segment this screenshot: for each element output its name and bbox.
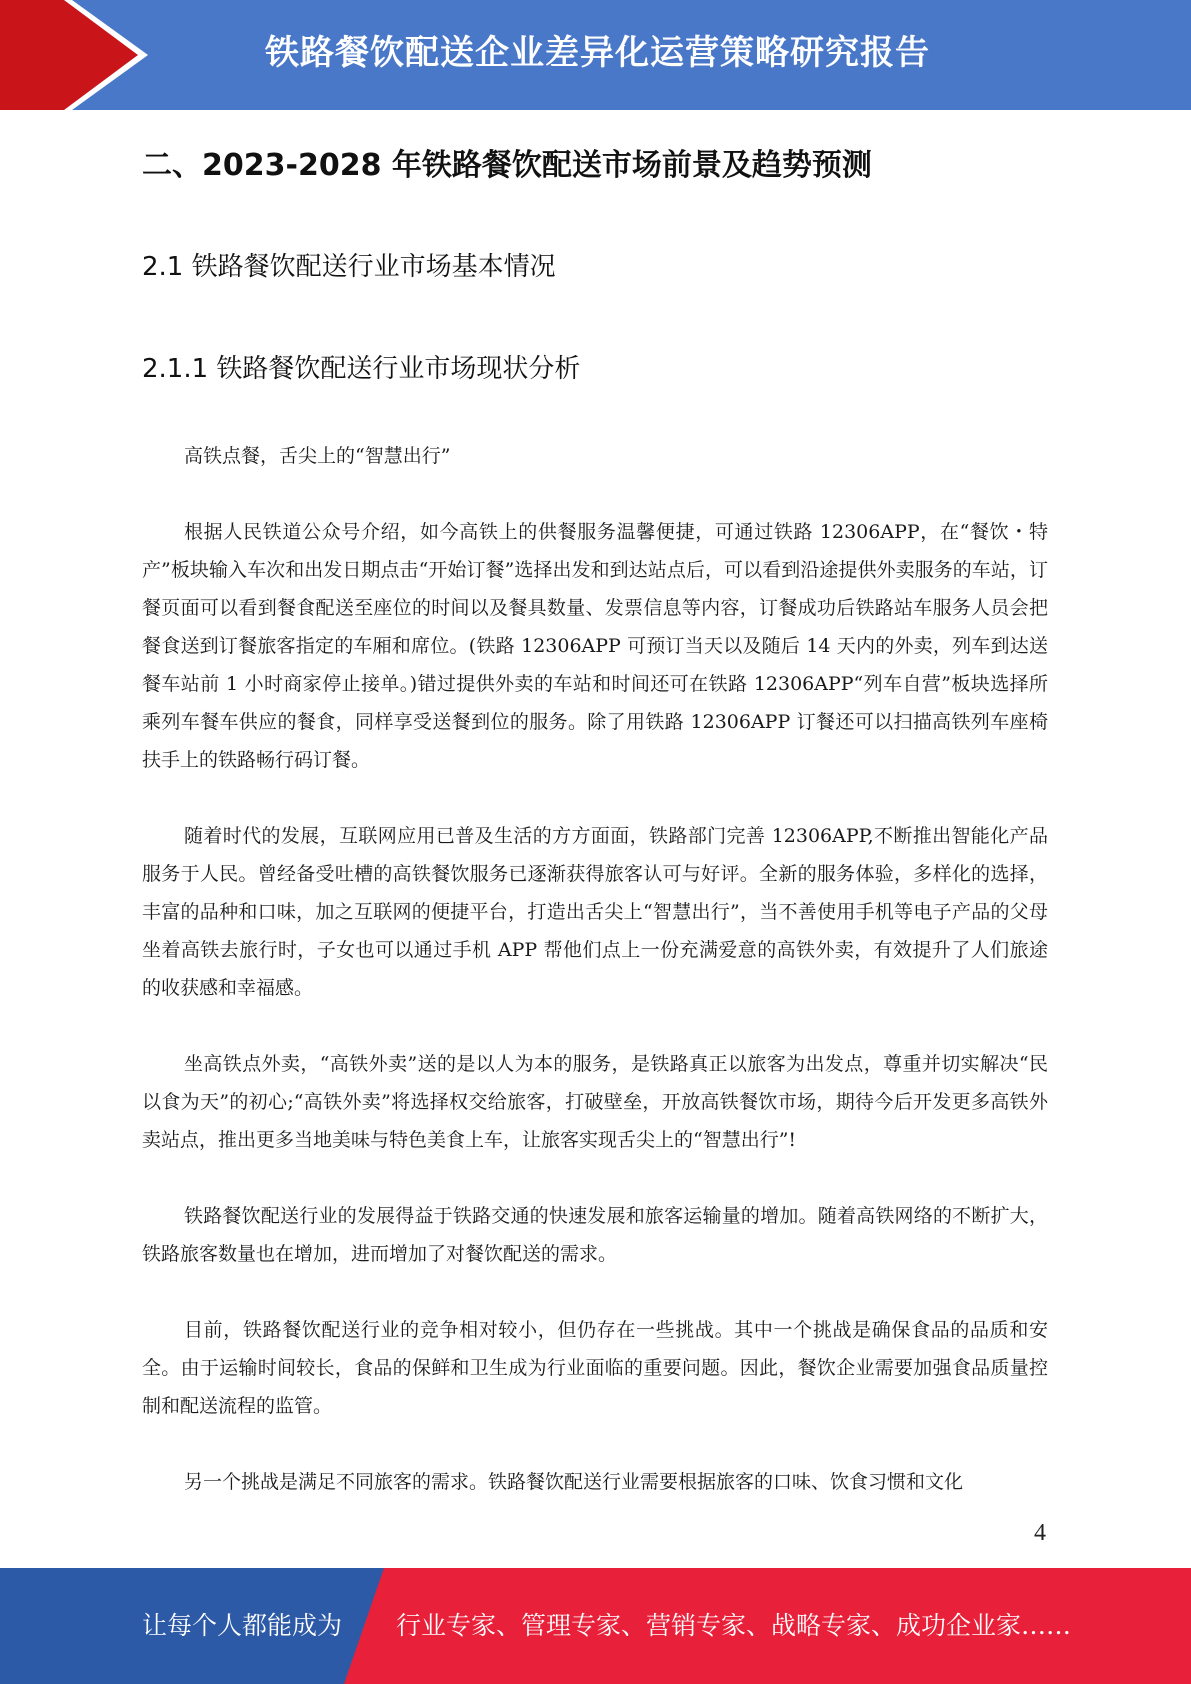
sub-subsection-heading: 2.1.1 铁路餐饮配送行业市场现状分析 <box>142 354 581 384</box>
report-title: 铁路餐饮配送企业差异化运营策略研究报告 <box>265 33 930 73</box>
subsection-heading: 2.1 铁路餐饮配送行业市场基本情况 <box>142 252 556 282</box>
paragraph: 目前，铁路餐饮配送行业的竞争相对较小，但仍存在一些挑战。其中一个挑战是确保食品的品质和安全。由于运输时间较长，食品的保鲜和卫生成为行业面临的重要问题。因此，餐饮企业需要加强食品质量控制和配送流程的监管。 <box>142 1319 1048 1417</box>
paragraph: 随着时代的发展，互联网应用已普及生活的方方面面，铁路部门完善 12306APP,不断推出智能化产品服务于人民。曾经备受吐槽的高铁餐饮服务已逐渐获得旅客认可与好评。全新的服务体验，多样化的选择，丰富的品种和口味，加之互联网的便捷平台，打造出舌尖上“智慧出行”，当不善使用手机等电子产品的父母坐着高铁去旅行时，子女也可以通过手机 APP 帮他们点上一份充满爱意的高铁外卖，有效提升了人们旅途的收获感和幸福感。 <box>142 825 1048 999</box>
page-footer <box>0 1568 1191 1684</box>
page-header <box>0 0 1191 110</box>
paragraph: 另一个挑战是满足不同旅客的需求。铁路餐饮配送行业需要根据旅客的口味、饮食习惯和文化 <box>184 1471 964 1493</box>
paragraph: 铁路餐饮配送行业的发展得益于铁路交通的快速发展和旅客运输量的增加。随着高铁网络的不断扩大，铁路旅客数量也在增加，进而增加了对餐饮配送的需求。 <box>142 1205 1048 1265</box>
page-number: 4 <box>1034 1520 1046 1546</box>
footer-slogan-right: 行业专家、管理专家、营销专家、战略专家、成功企业家…… <box>396 1611 1072 1640</box>
footer-slogan-left: 让每个人都能成为 <box>142 1611 343 1640</box>
paragraph: 高铁点餐，舌尖上的“智慧出行” <box>184 445 451 467</box>
paragraph: 根据人民铁道公众号介绍，如今高铁上的供餐服务温馨便捷，可通过铁路 12306APP，在“餐饮・特产”板块输入车次和出发日期点击“开始订餐”选择出发和到达站点后，可以看到沿途提供外卖服务的车站，订餐页面可以看到餐食配送至座位的时间以及餐具数量、发票信息等内容，订餐成功后铁路站车服务人员会把餐食送到订餐旅客指定的车厢和席位。(铁路 12306APP 可预订当天以及随后 14 天内的外卖，列车到达送餐车站前 1 小时商家停止接单。)错过提供外卖的车站和时间还可在铁路 12306APP“列车自营”板块选择所乘列车餐车供应的餐食，同样享受送餐到位的服务。除了用铁路 12306APP 订餐还可以扫描高铁列车座椅扶手上的铁路畅行码订餐。 <box>142 521 1048 771</box>
header-arrow-decoration <box>0 0 160 110</box>
section-heading: 二、2023-2028 年铁路餐饮配送市场前景及趋势预测 <box>142 148 872 183</box>
paragraph: 坐高铁点外卖，“高铁外卖”送的是以人为本的服务，是铁路真正以旅客为出发点，尊重并切实解决“民以食为天”的初心;“高铁外卖”将选择权交给旅客，打破壁垒，开放高铁餐饮市场，期待今后开发更多高铁外卖站点，推出更多当地美味与特色美食上车，让旅客实现舌尖上的“智慧出行”! <box>142 1053 1048 1151</box>
